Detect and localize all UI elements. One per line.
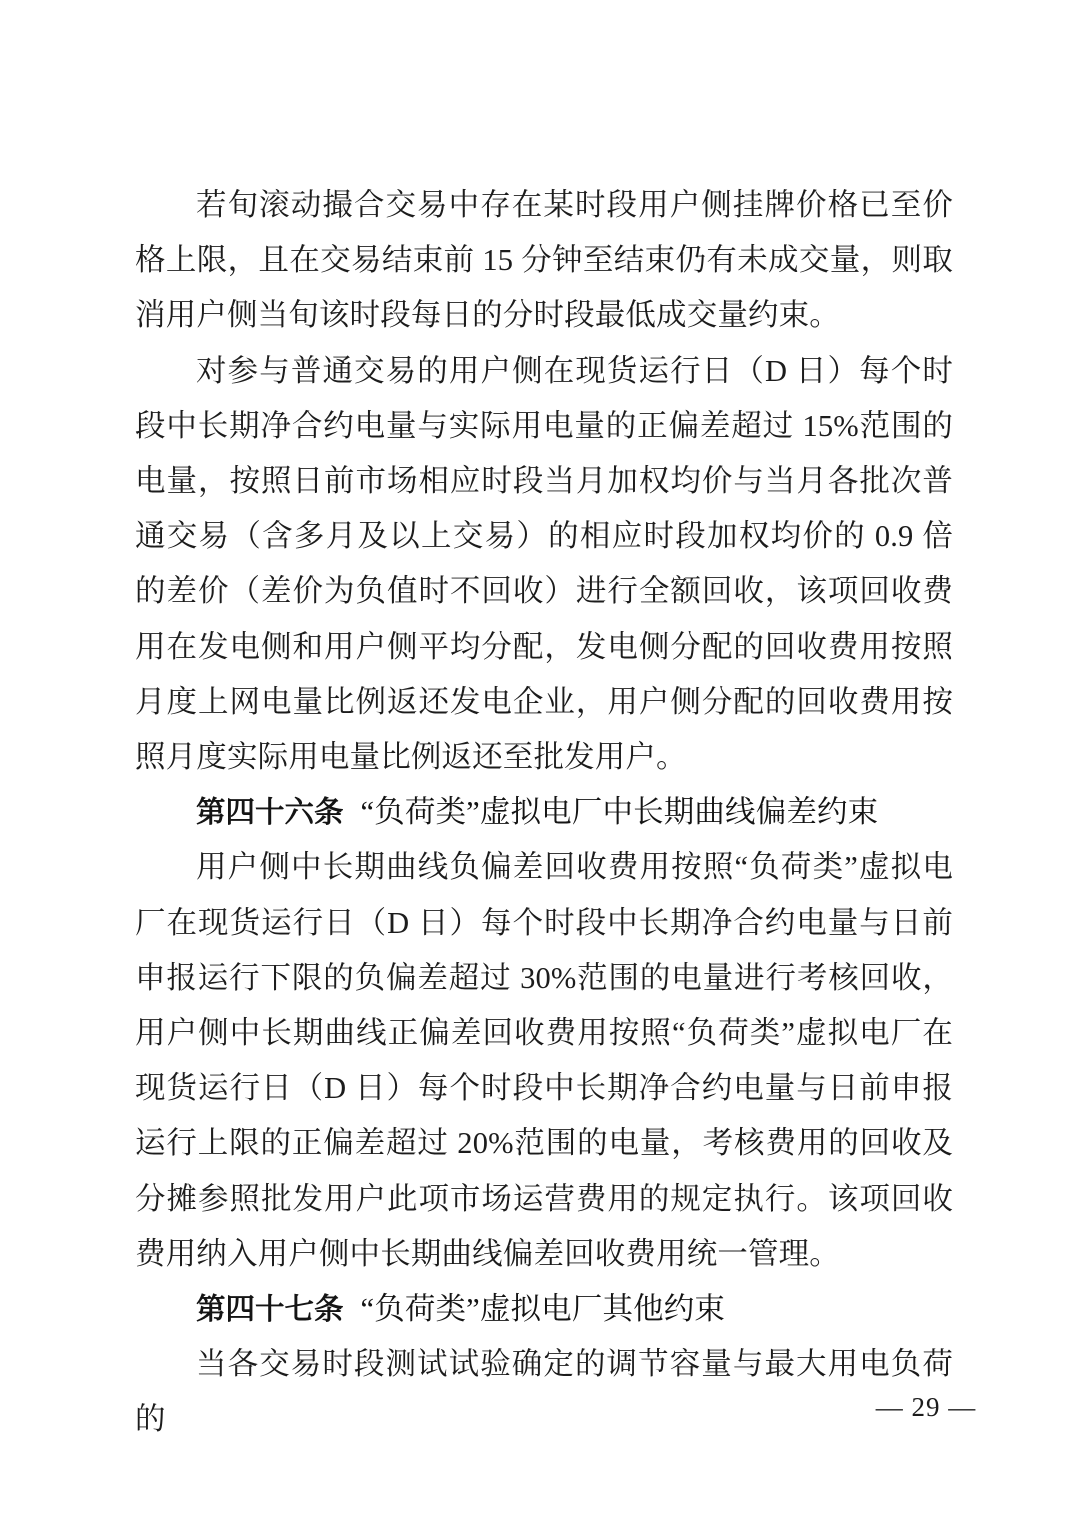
article-title-46: “负荷类”虚拟电厂中长期曲线偏差约束: [360, 795, 879, 830]
paragraph-vpp-other-constraints: 当各交易时段测试试验确定的调节容量与最大用电负荷的: [135, 1347, 953, 1437]
page-number-label: — 29 —: [875, 1392, 977, 1422]
paragraph-ordinary-trade-deviation: 对参与普通交易的用户侧在现货运行日（D 日）每个时段中长期净合约电量与实际用电量的正偏差超过 15%范围的电量，按照日前市场相应时段当月加权均价与当月各批次普通交易（含多月及以上交易）的相应时段加权均价的 0.9 倍的差价（差价为负值时不回收）进行全额回收，该项回收费用在发电侧和用户侧平均分配，发电侧分配的回收费用按照月度上网电量比例返还发电企业，用户侧分配的回收费用按照月度实际用电量比例返还至批发用户。: [135, 353, 953, 775]
paragraph-rolling-matching-trade: 若旬滚动撮合交易中存在某时段用户侧挂牌价格已至价格上限，且在交易结束前 15 分钟至结束仍有未成交量，则取消用户侧当旬该时段每日的分时段最低成交量约束。: [135, 188, 953, 333]
article-number-47: 第四十七条: [196, 1292, 344, 1327]
article-heading-47: [135, 1282, 953, 1337]
article-number-46: 第四十六条: [196, 795, 344, 830]
document-text-column: [135, 178, 953, 1448]
page-footer: [0, 1392, 1080, 1423]
article-heading-46: [135, 785, 953, 840]
paragraph-vpp-midlong-curve-deviation: 用户侧中长期曲线负偏差回收费用按照“负荷类”虚拟电厂在现货运行日（D 日）每个时段中长期净合约电量与日前申报运行下限的负偏差超过 30%范围的电量进行考核回收，用户侧中长期曲线正偏差回收费用按照“负荷类”虚拟电厂在现货运行日（D 日）每个时段中长期净合约电量与日前申报运行上限的正偏差超过 20%范围的电量，考核费用的回收及分摊参照批发用户此项市场运营费用的规定执行。该项回收费用纳入用户侧中长期曲线偏差回收费用统一管理。: [135, 850, 953, 1271]
article-title-47: “负荷类”虚拟电厂其他约束: [360, 1292, 726, 1327]
